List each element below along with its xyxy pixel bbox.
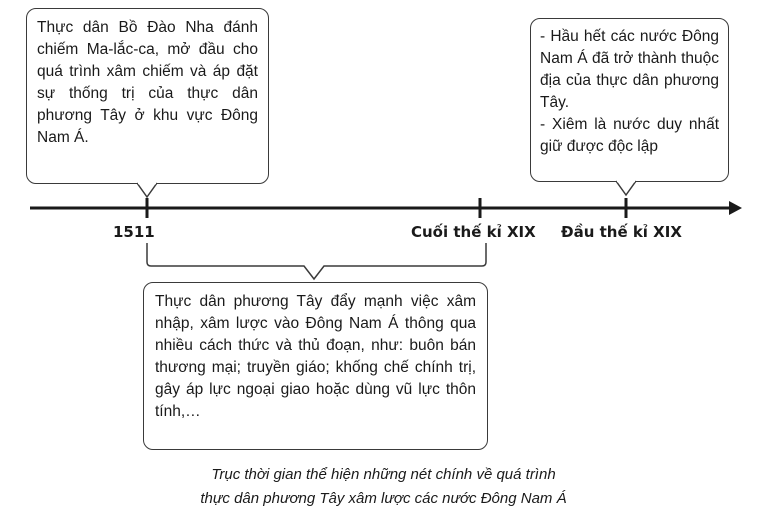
tick-label-1511: 1511 xyxy=(113,223,155,241)
period-bracket xyxy=(147,243,486,279)
period-description-text: Thực dân phương Tây đẩy mạnh việc xâm nhập, xâm lược vào Đông Nam Á thông qua nhiều cách thức và thủ đoạn, như: buôn bán thương mại; truyền giáo; khống chế chính trị, gây áp lực ngoại giao hoặc dùng vũ lực thôn tính,… xyxy=(155,293,476,420)
tick-label-late-19th: Cuối thế kỉ XIX xyxy=(411,223,536,241)
callout-early-20th-century xyxy=(530,18,729,182)
callout-1511 xyxy=(26,8,269,184)
caption-line-2: thực dân phương Tây xâm lược các nước Đông Nam Á xyxy=(200,490,567,507)
callout-early-20th-line-1: - Hầu hết các nước Đông Nam Á đã trở thành thuộc địa của thực dân phương Tây. xyxy=(540,28,719,111)
timeline-arrowhead xyxy=(729,201,742,215)
callout-early-20th-line-2: - Xiêm là nước duy nhất giữ được độc lập xyxy=(540,116,719,155)
caption-line-1: Trục thời gian thể hiện những nét chính về quá trình xyxy=(211,466,556,483)
figure-caption xyxy=(0,463,767,511)
callout-1511-text: Thực dân Bồ Đào Nha đánh chiếm Ma-lắc-ca, mở đầu cho quá trình xâm chiếm và áp đặt sự thống trị của thực dân phương Tây ở khu vực Đông Nam Á. xyxy=(37,19,258,146)
period-description-box xyxy=(143,282,488,450)
tick-label-early-20th: Đầu thế kỉ XIX xyxy=(561,223,682,241)
